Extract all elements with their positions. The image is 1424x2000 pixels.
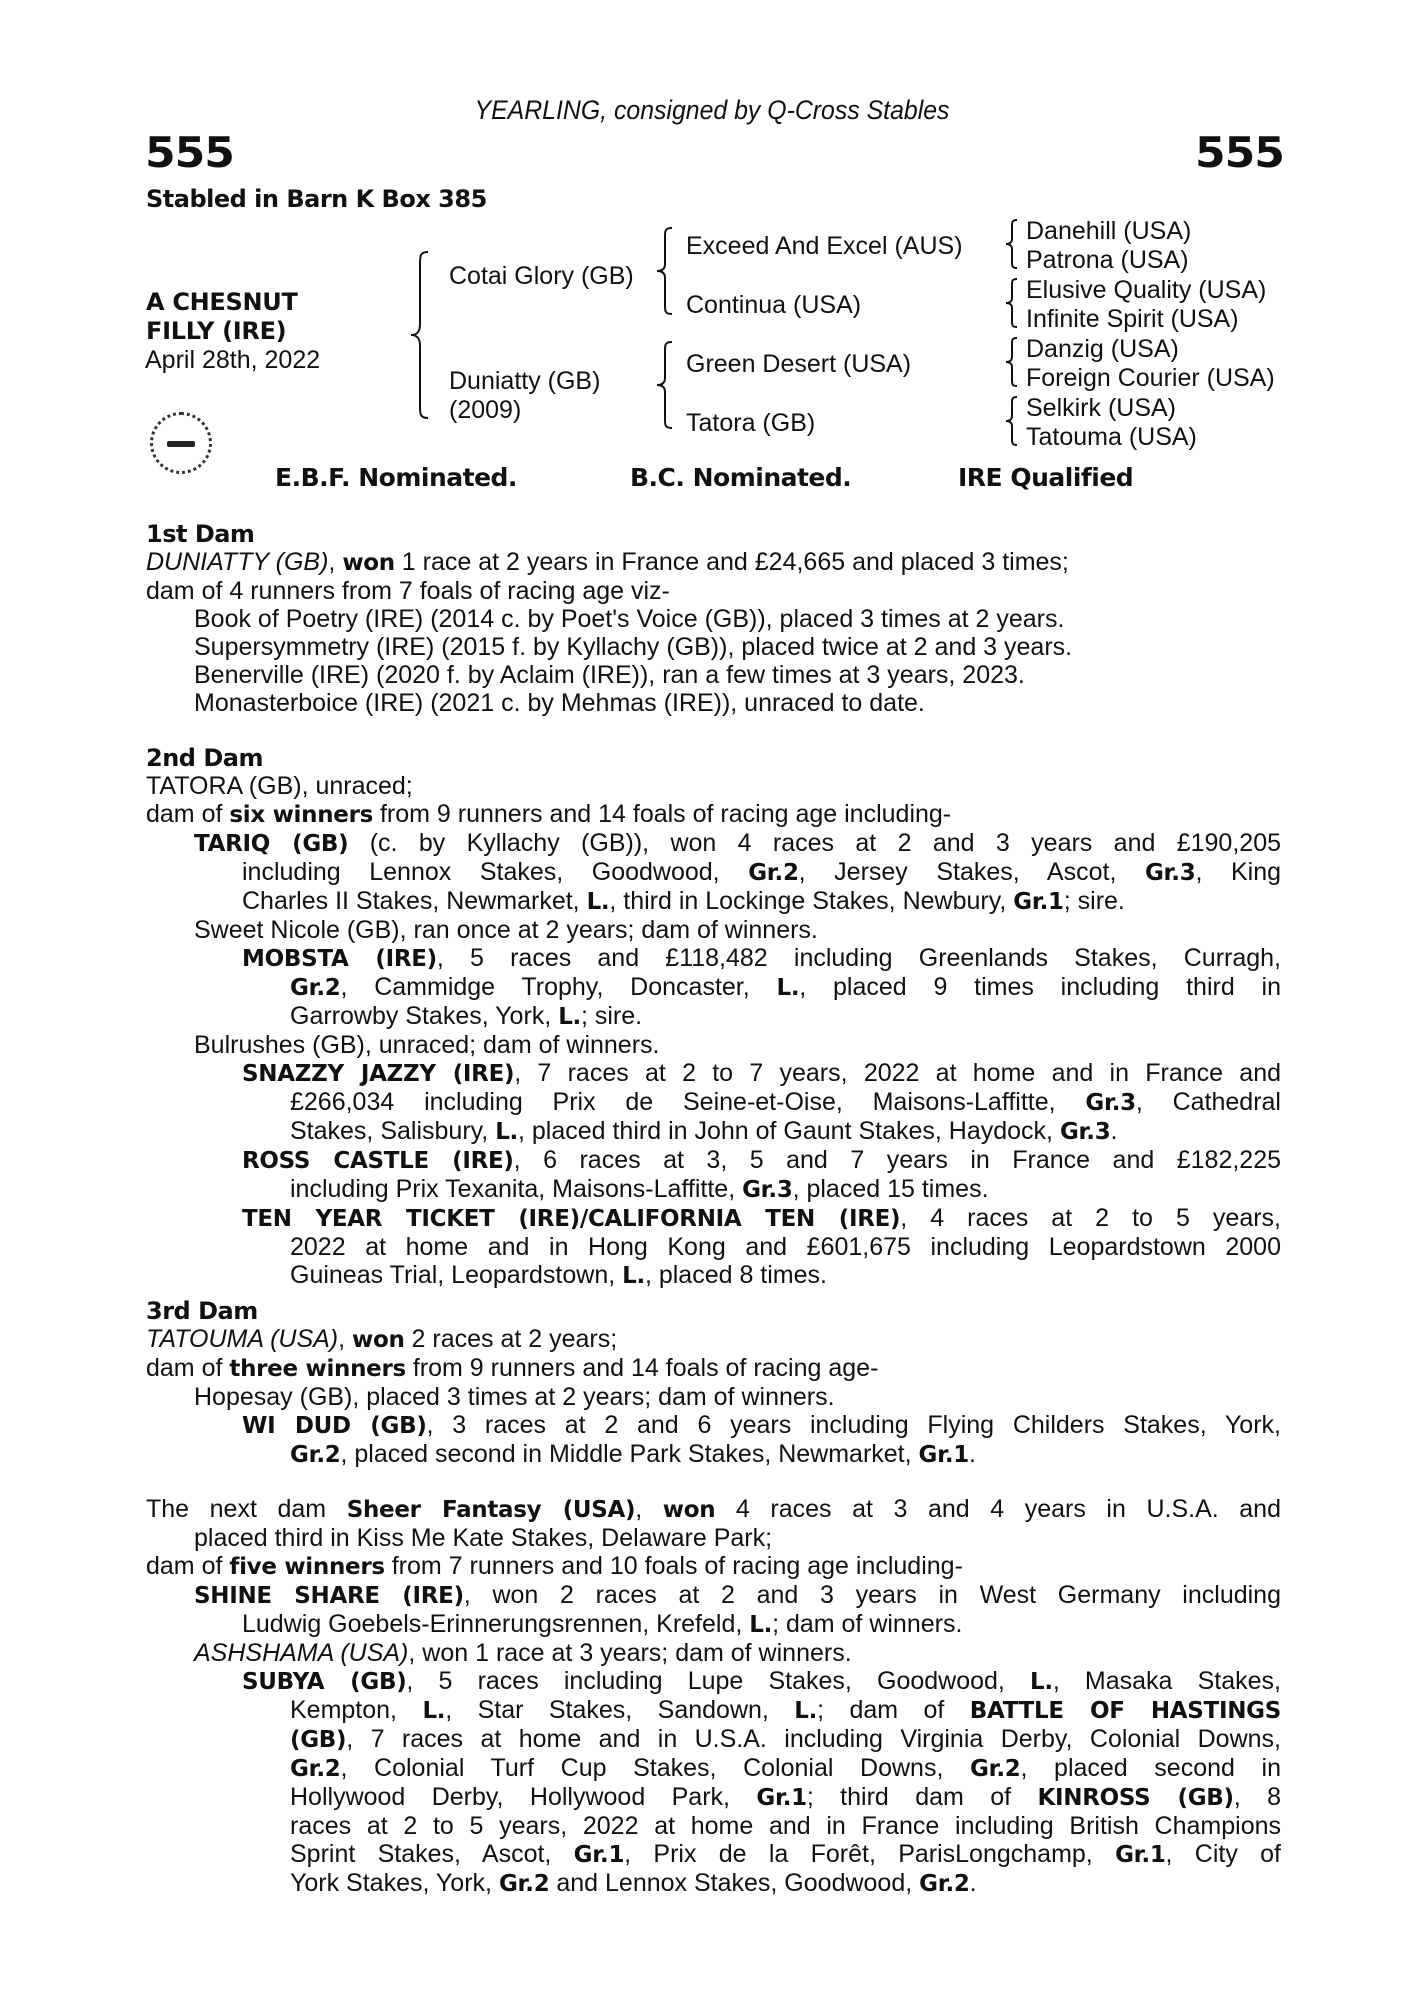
text: and Lennox Stakes, Goodwood,	[549, 1869, 920, 1897]
text: from 9 runners and 14 foals of racing age-	[405, 1354, 879, 1382]
text: Guineas Trial, Leopardstown,	[290, 1261, 623, 1289]
stabling-info: Stabled in Barn K Box 385	[146, 185, 487, 213]
nomination-bc: B.C. Nominated.	[630, 463, 852, 492]
entry-line	[146, 1088, 1281, 1117]
pedigree-brace-dam	[654, 340, 674, 430]
entry-line	[146, 973, 1281, 1002]
first-dam-produce-line: dam of 4 runners from 7 foals of racing age viz-	[146, 577, 670, 605]
grade-label: L.	[622, 1263, 645, 1289]
text: .	[1110, 1117, 1118, 1145]
grade-label: L.	[1030, 1669, 1053, 1695]
pedigree-dam-year: (2009)	[449, 396, 522, 424]
grade-label: Gr.2	[748, 860, 799, 886]
next-dam-summary-cont: placed third in Kiss Me Kate Stakes, Delaware Park;	[194, 1524, 773, 1552]
pedigree-gen3-2: Patrona (USA)	[1026, 246, 1189, 274]
pedigree-gen3-4: Infinite Spirit (USA)	[1026, 305, 1239, 333]
text: , placed third in John of Gaunt Stakes, Haydock,	[517, 1117, 1060, 1145]
text: , placed 8 times.	[644, 1261, 827, 1289]
third-dam-section	[146, 1297, 1281, 1469]
text: 2 races at 2 years;	[404, 1325, 618, 1353]
runner-entry-mobsta	[146, 944, 1281, 973]
grade-label: Gr.1	[1013, 889, 1064, 915]
text: .	[969, 1440, 976, 1468]
text: , 4 races at 2 to 5 years,	[900, 1204, 1281, 1232]
text: 4 races at 3 and 4 years in U.S.A. and	[715, 1495, 1281, 1523]
runner-entry-ross-castle	[146, 1146, 1281, 1175]
runner-entry-hopesay: Hopesay (GB), placed 3 times at 2 years; dam of winners.	[194, 1383, 835, 1411]
entry-line	[146, 1610, 1281, 1639]
entry-line	[146, 1754, 1281, 1783]
pedigree-brace-gen3-4	[1003, 395, 1019, 447]
pedigree-gen3-7: Selkirk (USA)	[1026, 394, 1177, 422]
text: Hollywood Derby, Hollywood Park,	[290, 1783, 757, 1811]
horse-name-line1: A CHESNUT	[146, 288, 298, 316]
text: The next dam	[146, 1495, 347, 1523]
first-dam-heading: 1st Dam	[146, 520, 255, 548]
runner-name: ROSS CASTLE (IRE)	[242, 1148, 514, 1174]
pedigree-sire-dam: Continua (USA)	[686, 291, 862, 319]
runner-entry-ten-year-ticket	[146, 1204, 1281, 1233]
entry-line	[194, 829, 1281, 858]
runner-name: WI DUD (GB)	[242, 1413, 427, 1439]
runner-name: MOBSTA (IRE)	[242, 946, 437, 972]
grade-label: Gr.1	[756, 1785, 807, 1811]
text: , Jersey Stakes, Ascot,	[798, 858, 1145, 886]
second-dam-summary: TATORA (GB), unraced;	[146, 772, 413, 800]
runner-name: ASHSHAMA (USA)	[194, 1639, 409, 1667]
pedigree-gen3-8: Tatouma (USA)	[1026, 423, 1197, 451]
lot-number-right: 555	[1195, 128, 1284, 177]
text: , Prix de la Forêt, ParisLongchamp,	[624, 1840, 1116, 1868]
grade-label: L.	[776, 975, 800, 1001]
pedigree-gen3-3: Elusive Quality (USA)	[1026, 276, 1267, 304]
text: , 5 races including Lupe Stakes, Goodwood,	[406, 1667, 1031, 1695]
entry-line	[146, 1175, 1281, 1204]
grade-label: Gr.2	[498, 1871, 550, 1897]
runner-name: SUBYA (GB)	[242, 1669, 407, 1695]
second-dam-section	[146, 744, 1281, 1290]
runner-entry-ashshama	[146, 1639, 1281, 1667]
grade-label: Gr.3	[742, 1177, 793, 1203]
pedigree-dam-sire: Green Desert (USA)	[686, 350, 912, 378]
pedigree-dam: Duniatty (GB)	[449, 367, 601, 395]
pedigree-sire: Cotai Glory (GB)	[449, 262, 634, 290]
nomination-ebf: E.B.F. Nominated.	[275, 463, 517, 492]
winners-count: six winners	[229, 802, 374, 828]
foaling-date: April 28th, 2022	[145, 346, 321, 374]
runner-name: KINROSS (GB)	[1037, 1785, 1234, 1811]
entry-line: 2022 at home and in Hong Kong and £601,675 including Leopardstown 2000	[290, 1233, 1281, 1261]
entry-line	[146, 1261, 1281, 1290]
pedigree-brace-gen3-2	[1003, 277, 1019, 329]
text: Stakes, Salisbury,	[290, 1117, 496, 1145]
text: ; sire.	[1063, 887, 1125, 915]
grade-label: Gr.3	[1059, 1119, 1111, 1145]
runner-entry-shine-share	[146, 1581, 1281, 1610]
text: including Lennox Stakes, Goodwood,	[242, 858, 749, 886]
grade-label: Gr.2	[290, 1756, 341, 1782]
runner-name: TARIQ (GB)	[194, 831, 349, 857]
first-dam-name: DUNIATTY (GB)	[146, 548, 329, 576]
text: dam of	[146, 1552, 230, 1580]
text: , Colonial Turf Cup Stakes, Colonial Downs,	[340, 1754, 970, 1782]
runner-entry-bulrushes: Bulrushes (GB), unraced; dam of winners.	[194, 1031, 660, 1059]
third-dam-name: TATOUMA (USA)	[146, 1325, 339, 1353]
consignor-line: YEARLING, consigned by Q-Cross Stables	[474, 95, 950, 125]
entry-line	[146, 1725, 1281, 1754]
entry-line	[146, 1696, 1281, 1725]
irish-breeders-seal-icon	[150, 412, 212, 474]
pedigree-sire-sire: Exceed And Excel (AUS)	[686, 232, 963, 260]
runner-name: BATTLE OF HASTINGS	[969, 1698, 1282, 1724]
grade-label: Gr.1	[1115, 1842, 1166, 1868]
text: , third in Lockinge Stakes, Newbury,	[609, 887, 1014, 915]
runner-name: (GB)	[290, 1727, 347, 1753]
runner-entry-tariq	[146, 829, 1281, 858]
text: dam of	[146, 800, 230, 828]
horse-description	[146, 288, 298, 346]
grade-label: L.	[495, 1119, 518, 1145]
pedigree-gen3-1: Danehill (USA)	[1026, 217, 1192, 245]
text: ; dam of winners.	[772, 1610, 963, 1638]
text: Sprint Stakes, Ascot,	[290, 1840, 574, 1868]
text: , King	[1195, 858, 1281, 886]
pedigree-brace-gen1	[408, 250, 430, 420]
grade-label: L.	[794, 1698, 818, 1724]
entry-line	[146, 887, 1281, 916]
text: (c. by Kyllachy (GB)), won 4 races at 2 and 3 years and £190,205	[348, 829, 1281, 857]
grade-label: Gr.3	[1085, 1090, 1136, 1116]
text: , placed 9 times including third in	[799, 973, 1281, 1001]
third-dam-heading: 3rd Dam	[146, 1297, 258, 1325]
winners-count: five winners	[229, 1554, 385, 1580]
runner-entry-sweet-nicole: Sweet Nicole (GB), ran once at 2 years; dam of winners.	[194, 916, 818, 944]
entry-line: races at 2 to 5 years, 2022 at home and in France including British Champions	[290, 1812, 1281, 1840]
text: ; sire.	[580, 1002, 643, 1030]
grade-label: Gr.3	[1144, 860, 1196, 886]
pedigree-gen3-6: Foreign Courier (USA)	[1026, 364, 1275, 392]
pedigree-dam-dam: Tatora (GB)	[686, 409, 816, 437]
next-dam-summary	[146, 1495, 1281, 1524]
first-dam-summary: DUNIATTY (GB), won 1 race at 2 years in France and £24,665 and placed 3 times;	[146, 548, 1069, 576]
runner-entry-subya	[146, 1667, 1281, 1696]
grade-label: Gr.1	[573, 1842, 625, 1868]
text: ,	[635, 1495, 663, 1523]
pedigree-gen3-5: Danzig (USA)	[1026, 335, 1179, 363]
grade-label: Gr.2	[290, 975, 341, 1001]
text: , Masaka Stakes,	[1052, 1667, 1281, 1695]
next-dam-produce-line	[146, 1552, 1281, 1581]
text: , 8	[1233, 1783, 1281, 1811]
text: , 7 races at home and in U.S.A. including Virginia Derby, Colonial Downs,	[346, 1725, 1281, 1753]
runner-name: SHINE SHARE (IRE)	[194, 1583, 464, 1609]
horse-name-line2: FILLY (IRE)	[146, 317, 287, 345]
grade-label: Gr.2	[970, 1756, 1021, 1782]
text: Ludwig Goebels-Erinnerungsrennen, Krefeld,	[242, 1610, 750, 1638]
text: .	[969, 1869, 977, 1897]
next-dam-name: Sheer Fantasy (USA)	[346, 1497, 636, 1523]
text: , 7 races at 2 to 7 years, 2022 at home and in France and	[514, 1059, 1282, 1087]
text: , 6 races at 3, 5 and 7 years in France and £182,225	[513, 1146, 1282, 1174]
text: from 9 runners and 14 foals of racing age including-	[373, 800, 952, 828]
lot-number-left: 555	[145, 128, 234, 177]
grade-label: L.	[586, 889, 610, 915]
text: , won 2 races at 2 and 3 years in West Germany including	[463, 1581, 1281, 1609]
text: £266,034 including Prix de Seine-et-Oise, Maisons-Laffitte,	[290, 1088, 1086, 1116]
produce-item: Benerville (IRE) (2020 f. by Aclaim (IRE)), ran a few times at 3 years, 2023.	[194, 661, 1025, 689]
pedigree-brace-gen3-1	[1003, 218, 1019, 270]
grade-label: Gr.2	[919, 1871, 970, 1897]
runner-name: TEN YEAR TICKET (IRE)/CALIFORNIA TEN (IRE)	[242, 1206, 901, 1232]
produce-item: Monasterboice (IRE) (2021 c. by Mehmas (IRE)), unraced to date.	[194, 689, 925, 717]
entry-line	[146, 1783, 1281, 1812]
grade-label: L.	[749, 1612, 773, 1638]
entry-line	[146, 1117, 1281, 1146]
first-dam-section	[146, 520, 1281, 717]
text: , 3 races at 2 and 6 years including Flying Childers Stakes, York,	[426, 1411, 1281, 1439]
text: , placed second in	[1020, 1754, 1281, 1782]
entry-line	[146, 1002, 1281, 1031]
entry-line	[146, 858, 1281, 887]
text: ; dam of	[817, 1696, 970, 1724]
entry-line	[146, 1840, 1281, 1869]
text: York Stakes, York,	[290, 1869, 499, 1897]
first-dam-record: 1 race at 2 years in France and £24,665 and placed 3 times;	[394, 548, 1069, 576]
runner-entry-snazzy-jazzy	[146, 1059, 1281, 1088]
second-dam-produce-line	[146, 800, 1281, 829]
runner-name: SNAZZY JAZZY (IRE)	[242, 1061, 515, 1087]
text: Kempton,	[290, 1696, 423, 1724]
text: , 5 races and £118,482 including Greenlands Stakes, Curragh,	[436, 944, 1281, 972]
text: , placed 15 times.	[792, 1175, 989, 1203]
text: including Prix Texanita, Maisons-Laffitte,	[290, 1175, 743, 1203]
entry-line	[146, 1869, 1281, 1898]
grade-label: Gr.1	[918, 1442, 970, 1468]
grade-label: L.	[558, 1004, 581, 1030]
text: dam of	[146, 1354, 230, 1382]
won-label: won	[342, 550, 395, 576]
runner-entry-wi-dud	[146, 1411, 1281, 1440]
won-label: won	[352, 1327, 405, 1353]
text: , placed second in Middle Park Stakes, Newmarket,	[340, 1440, 919, 1468]
winners-count: three winners	[229, 1356, 406, 1382]
text: , Cammidge Trophy, Doncaster,	[340, 973, 777, 1001]
nomination-ire: IRE Qualified	[958, 463, 1134, 492]
won-label: won	[662, 1497, 716, 1523]
text: , Cathedral	[1135, 1088, 1281, 1116]
produce-item: Book of Poetry (IRE) (2014 c. by Poet's Voice (GB)), placed 3 times at 2 years.	[194, 605, 1065, 633]
second-dam-heading: 2nd Dam	[146, 744, 263, 772]
grade-label: Gr.2	[290, 1442, 341, 1468]
text: , City of	[1165, 1840, 1281, 1868]
pedigree-brace-sire	[654, 226, 674, 316]
grade-label: L.	[422, 1698, 446, 1724]
text: , Star Stakes, Sandown,	[445, 1696, 795, 1724]
text: from 7 runners and 10 foals of racing age including-	[384, 1552, 963, 1580]
entry-line	[146, 1440, 1281, 1469]
third-dam-produce-line	[146, 1354, 1281, 1383]
next-dam-section	[146, 1495, 1281, 1898]
text: Charles II Stakes, Newmarket,	[242, 887, 587, 915]
text: Garrowby Stakes, York,	[290, 1002, 559, 1030]
text: ; third dam of	[806, 1783, 1038, 1811]
text: , won 1 race at 3 years; dam of winners.	[408, 1639, 852, 1667]
third-dam-summary: TATOUMA (USA), won 2 races at 2 years;	[146, 1325, 618, 1353]
pedigree-brace-gen3-3	[1003, 336, 1019, 388]
produce-item: Supersymmetry (IRE) (2015 f. by Kyllachy (GB)), placed twice at 2 and 3 years.	[194, 633, 1073, 661]
